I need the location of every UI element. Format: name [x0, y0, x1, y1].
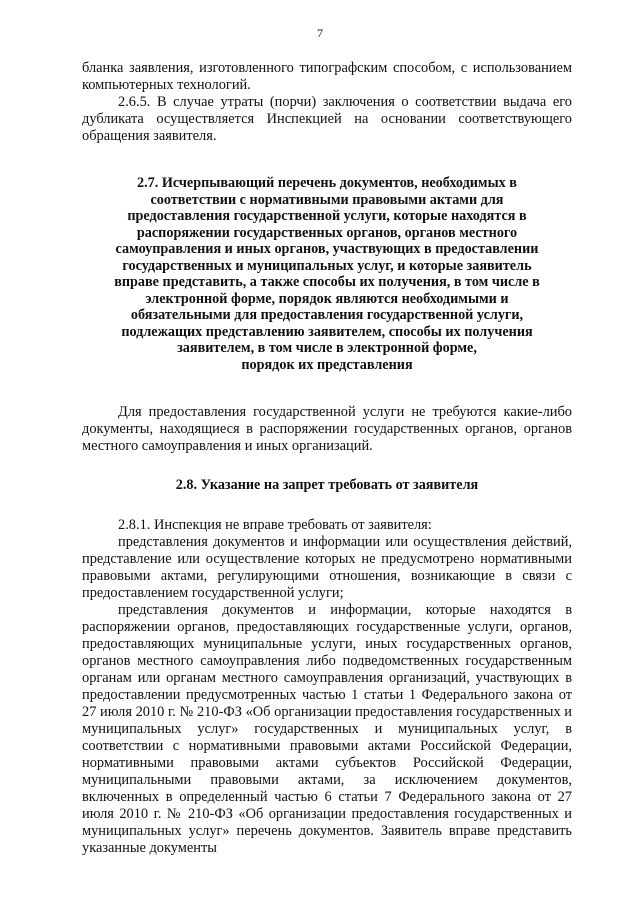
heading-line: соответствии с нормативными правовыми актами для	[150, 191, 504, 208]
paragraph-requirement-1: представления документов и информации или осуществления действий, представление или осуществление которых не предусмотрено нормативными правовыми актами, регулирующими отношения, возникающие в связи с предоставлением государственной услуги;	[82, 533, 572, 601]
heading-line: порядок их представления	[241, 356, 413, 373]
heading-line: самоуправления и иных органов, участвующих в предоставлении	[115, 241, 539, 257]
heading-line: обязательными для предоставления государственной услуги,	[130, 307, 524, 323]
paragraph-continuation: бланка заявления, изготовленного типографским способом, с использованием компьютерных технологий.	[82, 60, 572, 93]
paragraph-2-8-1: 2.8.1. Инспекция не вправе требовать от заявителя:	[118, 516, 432, 533]
paragraph-requirement-2: представления документов и информации, которые находятся в распоряжении органов, предоставляющих государственные услуги, органов, предоставляющих муниципальные услуги, иных государственных органов, органов местного самоуправления либо подведомственных государственным органам или органам местного самоуправления организаций, участвующих в предоставлении предусмотренных частью 1 статьи 1 Федерального закона от 27 июля 2010 г. № 210-ФЗ «Об организации предоставления государственных и муниципальных услуг» государственных и муниципальных услуг, в соответствии с нормативными правовыми актами Российской Федерации, нормативными правовыми актами субъектов Российской Федерации, муниципальными правовыми актами, за исключением документов, включенных в определенный частью 6 статьи 7 Федерального закона от 27 июля 2010 г. № 210-ФЗ «Об организации предоставления государственных и муниципальных услуг» перечень документов. Заявитель вправе представить указанные документы	[82, 601, 572, 856]
document-body	[82, 60, 572, 857]
heading-line: вправе представить, а также способы их получения, в том числе в	[114, 274, 540, 290]
section-2-7-heading	[82, 175, 572, 373]
heading-line: распоряжении государственных органов, органов местного	[136, 224, 518, 241]
heading-line: государственных и муниципальных услуг, и которые заявитель	[122, 257, 532, 274]
heading-line: заявителем, в том числе в электронной форме,	[177, 340, 477, 356]
heading-line: предоставления государственной услуги, которые находятся в	[127, 208, 527, 224]
section-2-8-heading: 2.8. Указание на запрет требовать от заявителя	[175, 477, 479, 493]
section-2-7-body: Для предоставления государственной услуги не требуются какие-либо документы, находящиеся в распоряжении государственных органов, органов местного самоуправления и иных организаций.	[82, 404, 572, 454]
heading-line: электронной форме, порядок являются необходимыми и	[145, 290, 509, 307]
heading-line: 2.7. Исчерпывающий перечень документов, необходимых в	[137, 175, 517, 191]
paragraph-2-6-5: 2.6.5. В случае утраты (порчи) заключения о соответствии выдача его дубликата осуществляется Инспекцией на основании соответствующего обращения заявителя.	[82, 94, 572, 144]
page-number: 7	[317, 26, 323, 40]
heading-line: подлежащих представлению заявителем, способы их получения	[121, 323, 533, 340]
